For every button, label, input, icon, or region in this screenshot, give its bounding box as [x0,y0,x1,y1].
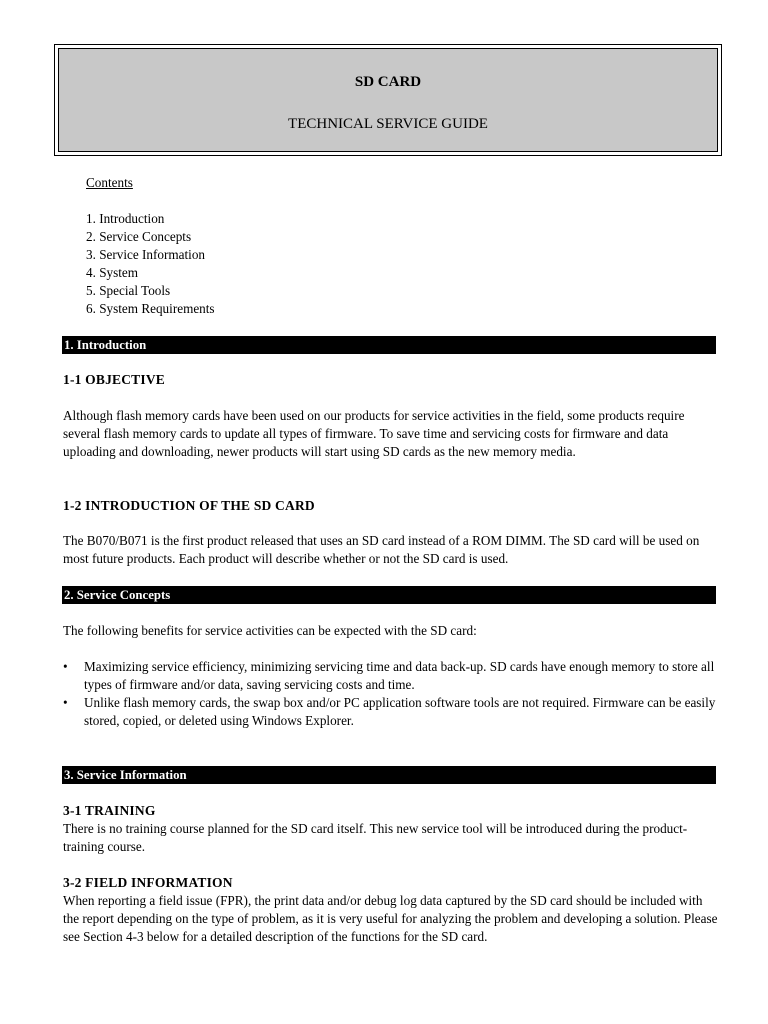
section-bar-service-information: 3. Service Information [62,766,716,784]
list-item [63,694,719,730]
sd-card-intro-heading: 1-2 INTRODUCTION OF THE SD CARD [63,498,315,513]
toc-item-system: 4. System [86,265,139,280]
list-item [63,658,719,694]
toc-item-service-concepts: 2. Service Concepts [86,229,192,244]
document-subtitle: TECHNICAL SERVICE GUIDE [288,116,488,132]
benefit-text: Maximizing service efficiency, minimizing servicing time and data back-up. SD cards have enough memory to store all types of firmware and/or data, saving servicing costs and time. [84,659,715,692]
benefit-text: Unlike flash memory cards, the swap box and/or PC application software tools are not required. Firmware can be easily stored, copied, or deleted using Windows Explorer. [84,695,716,728]
toc-item-system-requirements: 6. System Requirements [86,301,215,316]
bullet-icon: • [63,659,68,674]
section-bar-introduction: 1. Introduction [62,336,716,354]
field-information-paragraph: When reporting a field issue (FPR), the print data and/or debug log data captured by the SD card should be included with the report depending on the type of problem, as it is very useful for analyzing the problem and developing a solution. Please see Section 4-3 below for a detailed description of the functions for the SD card. [63,893,718,944]
training-heading: 3-1 TRAINING [63,803,156,818]
toc-item-service-information: 3. Service Information [86,247,206,262]
document-title: SD CARD [354,74,422,90]
toc-item-introduction: 1. Introduction [86,211,165,226]
contents-heading: Contents [86,175,133,190]
toc-item-special-tools: 5. Special Tools [86,283,171,298]
objective-paragraph: Although flash memory cards have been used on our products for service activities in the field, some products require several flash memory cards to update all types of firmware. To save time and servicing costs for firmware and data uploading and downloading, newer products will start using SD cards as the new memory media. [63,408,685,459]
service-concepts-lead: The following benefits for service activities can be expected with the SD card: [63,623,477,638]
benefits-list [63,658,719,730]
sd-card-intro-paragraph: The B070/B071 is the first product released that uses an SD card instead of a ROM DIMM. The SD card will be used on most future products. Each product will describe whether or not the SD card is used. [63,533,700,566]
bullet-icon: • [63,695,68,710]
training-paragraph: There is no training course planned for the SD card itself. This new service tool will be introduced during the product-training course. [63,821,688,854]
objective-heading: 1-1 OBJECTIVE [63,372,165,387]
field-information-heading: 3-2 FIELD INFORMATION [63,875,233,890]
section-bar-service-concepts: 2. Service Concepts [62,586,716,604]
title-box [54,44,722,156]
title-panel [58,48,718,152]
table-of-contents [86,210,215,318]
